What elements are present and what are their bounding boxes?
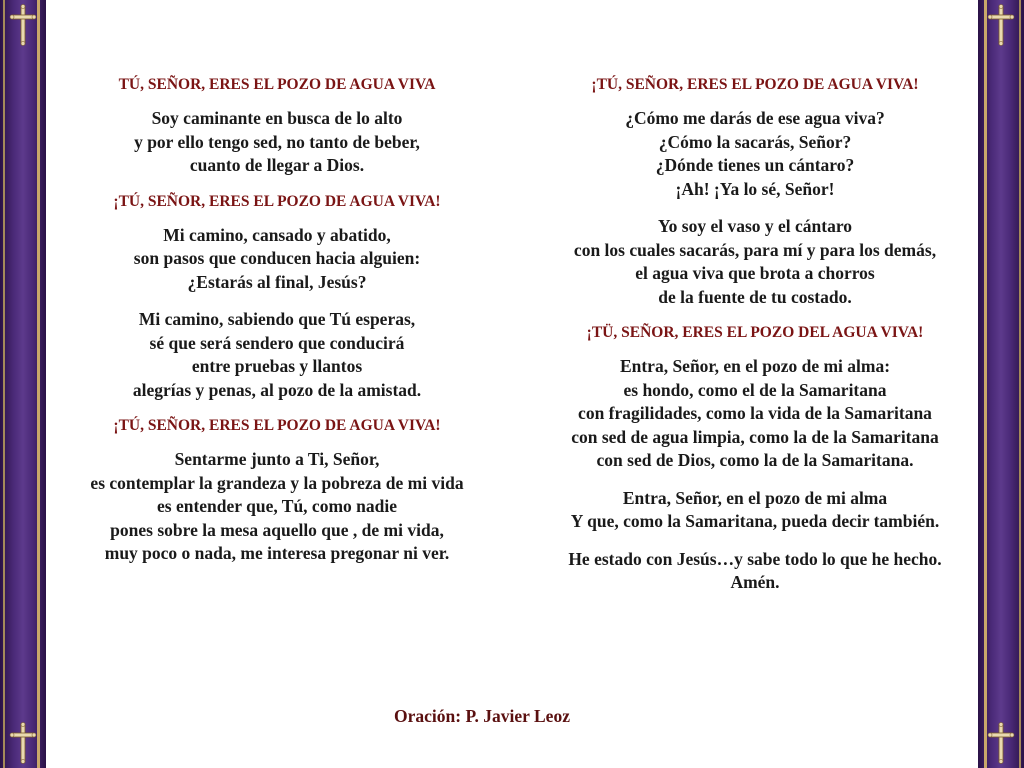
verse-line: con los cuales sacarás, para mí y para los demás, (573, 239, 937, 260)
refrain-line: ¡TÚ, SEÑOR, ERES EL POZO DE AGUA VIVA! (591, 76, 919, 93)
stanza (52, 107, 502, 178)
verse-line: Y que, como la Samaritana, pueda decir también. (570, 511, 940, 531)
verse-line: ¿Dónde tienes un cántaro? (655, 155, 855, 175)
verse-line: es contemplar la grandeza y la pobreza de mi vida (90, 472, 464, 493)
cross-icon (986, 4, 1016, 46)
border-edge-line (3, 0, 5, 768)
refrain-line: ¡TÚ, SEÑOR, ERES EL POZO DE AGUA VIVA! (113, 192, 441, 210)
verse-line: entre pruebas y llantos (191, 356, 363, 376)
verse-line: ¡Ah! ¡Ya lo sé, Señor! (675, 178, 835, 199)
cross-icon (8, 722, 38, 764)
verse-line: Entra, Señor, en el pozo de mi alma (622, 487, 888, 508)
verse-line: sé que será sendero que conducirá (149, 332, 405, 353)
prayer-attribution: Oración: P. Javier Leoz (394, 706, 570, 726)
verse-line: He estado con Jesús…y sabe todo lo que he hecho. (568, 548, 942, 569)
verse-line: el agua viva que brota a chorros (635, 263, 875, 283)
refrain-line: TÚ, SEÑOR, ERES EL POZO DE AGUA VIVA (118, 76, 436, 93)
border-gold-line (37, 0, 40, 768)
verse-line: ¿Estarás al final, Jesús? (187, 271, 367, 292)
left-border (0, 0, 46, 768)
verse-line: Mi camino, sabiendo que Tú esperas, (138, 309, 416, 329)
cross-icon (8, 4, 38, 46)
stanza (520, 215, 990, 309)
stanza (52, 448, 502, 566)
verse-line: pones sobre la mesa aquello que , de mi vida, (110, 519, 444, 540)
verse-line: con sed de agua limpia, como la de la Samaritana (571, 426, 939, 447)
verse-line: son pasos que conducen hacia alguien: (133, 248, 421, 268)
cross-icon (986, 722, 1016, 764)
verse-line: ¿Cómo me darás de ese agua viva? (625, 108, 885, 128)
verse-line: Amén. (730, 572, 780, 592)
verse-line: Yo soy el vaso y el cántaro (657, 216, 853, 236)
left-poem-column (52, 75, 502, 580)
verse-line: es entender que, Tú, como nadie (157, 496, 397, 516)
verse-line: cuanto de llegar a Dios. (189, 155, 365, 175)
verse-line: con sed de Dios, como la de la Samaritana. (596, 450, 914, 470)
stanza (52, 308, 502, 402)
verse-line: Mi camino, cansado y abatido, (163, 224, 391, 245)
border-edge-line (1019, 0, 1021, 768)
verse-line: Soy caminante en busca de lo alto (151, 108, 403, 128)
verse-line: de la fuente de tu costado. (658, 286, 852, 307)
stanza (520, 487, 990, 534)
refrain-line: ¡TÜ, SEÑOR, ERES EL POZO DEL AGUA VIVA! (586, 324, 924, 341)
verse-line: es hondo, como el de la Samaritana (623, 379, 887, 400)
stanza (520, 355, 990, 473)
verse-line: muy poco o nada, me interesa pregonar ni ver. (104, 543, 450, 563)
verse-line: Sentarme junto a Ti, Señor, (174, 449, 380, 469)
verse-line: Entra, Señor, en el pozo de mi alma: (619, 356, 891, 376)
stanza (52, 224, 502, 295)
stanza (520, 107, 990, 201)
verse-line: y por ello tengo sed, no tanto de beber, (134, 131, 420, 152)
verse-line: alegrías y penas, al pozo de la amistad. (132, 379, 422, 400)
refrain-line: ¡TÚ, SEÑOR, ERES EL POZO DE AGUA VIVA! (113, 417, 441, 434)
verse-line: ¿Cómo la sacarás, Señor? (658, 131, 852, 152)
right-poem-column (520, 75, 990, 609)
verse-line: con fragilidades, como la vida de la Samaritana (578, 403, 932, 423)
stanza (520, 548, 990, 595)
